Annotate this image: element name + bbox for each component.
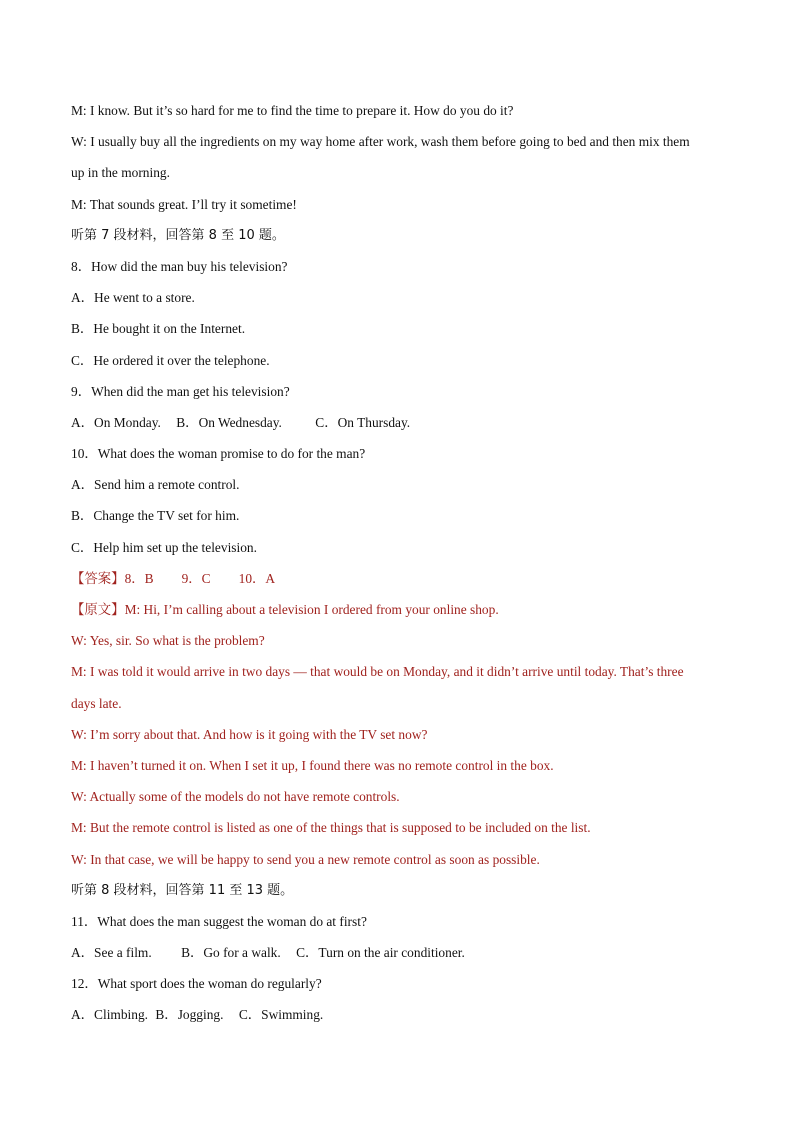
question-10-option-b: B．Change the TV set for him. [71,508,240,524]
question-12-options [71,1004,731,1035]
answer-9: 9．C [181,570,211,586]
question-11-options [71,942,731,973]
question-9-options [71,412,731,443]
transcript-line [71,599,731,630]
transcript-tag: 【原文】 [71,603,125,618]
dialogue-line: M: That sounds great. I’ll try it sometime! [71,196,297,212]
answer-tag: 【答案】 [71,571,125,587]
question-8-option-a: A．He went to a store. [71,290,195,306]
answer-10: 10．A [238,570,276,586]
question-8-option-b: B．He bought it on the Internet. [71,321,246,337]
question-12-option-b: B．Jogging. [155,1007,224,1023]
question-8-stem: 8．How did the man buy his television? [71,258,288,274]
answer-key [71,568,731,599]
transcript-line: W: In that case, we will be happy to send you a new remote control as soon as possible. [71,851,540,867]
transcript-line: W: Yes, sir. So what is the problem? [71,633,265,649]
question-12-stem: 12．What sport does the woman do regularly? [71,976,322,992]
section-8-heading: 听第 8 段材料，回答第 11 至 13 题。 [71,882,294,898]
question-9-stem: 9．When did the man get his television? [71,383,290,399]
question-10-option-a: A．Send him a remote control. [71,477,240,493]
question-12-option-a: A．Climbing. [71,1007,149,1023]
transcript-line: days late. [71,695,122,711]
question-10-option-c: C．Help him set up the television. [71,539,257,555]
transcript-line: M: But the remote control is listed as one of the things that is supposed to be included on the list. [71,820,591,836]
question-9-option-c: C．On Thursday. [315,414,411,430]
question-12-option-c: C．Swimming. [238,1007,324,1023]
dialogue-line: up in the morning. [71,165,170,181]
transcript-line: W: Actually some of the models do not have remote controls. [71,789,400,805]
question-9-option-b: B．On Wednesday. [176,414,282,430]
transcript-line: W: I’m sorry about that. And how is it going with the TV set now? [71,726,428,742]
dialogue-line: M: I know. But it’s so hard for me to find the time to prepare it. How do you do it? [71,103,514,118]
question-9-option-a: A．On Monday. [71,414,161,430]
question-11-option-c: C．Turn on the air conditioner. [296,945,465,961]
question-11-stem: 11．What does the man suggest the woman do at first? [71,913,367,929]
document-body [71,100,731,1036]
transcript-line: M: I haven’t turned it on. When I set it up, I found there was no remote control in the box. [71,757,554,773]
answer-8: 8．B [124,570,154,586]
question-10-stem: 10．What does the woman promise to do for the man? [71,446,366,462]
question-8-option-c: C．He ordered it over the telephone. [71,352,270,368]
transcript-text: M: Hi, I’m calling about a television I ordered from your online shop. [124,602,499,617]
question-11-option-a: A．See a film. [71,945,152,961]
dialogue-line: W: I usually buy all the ingredients on my way home after work, wash them before going to bed and then mix them [71,134,690,150]
question-11-option-b: B．Go for a walk. [181,945,281,961]
section-7-heading: 听第 7 段材料，回答第 8 至 10 题。 [71,227,285,243]
transcript-line: M: I was told it would arrive in two days — that would be on Monday, and it didn’t arrive until today. That’s three [71,664,684,680]
